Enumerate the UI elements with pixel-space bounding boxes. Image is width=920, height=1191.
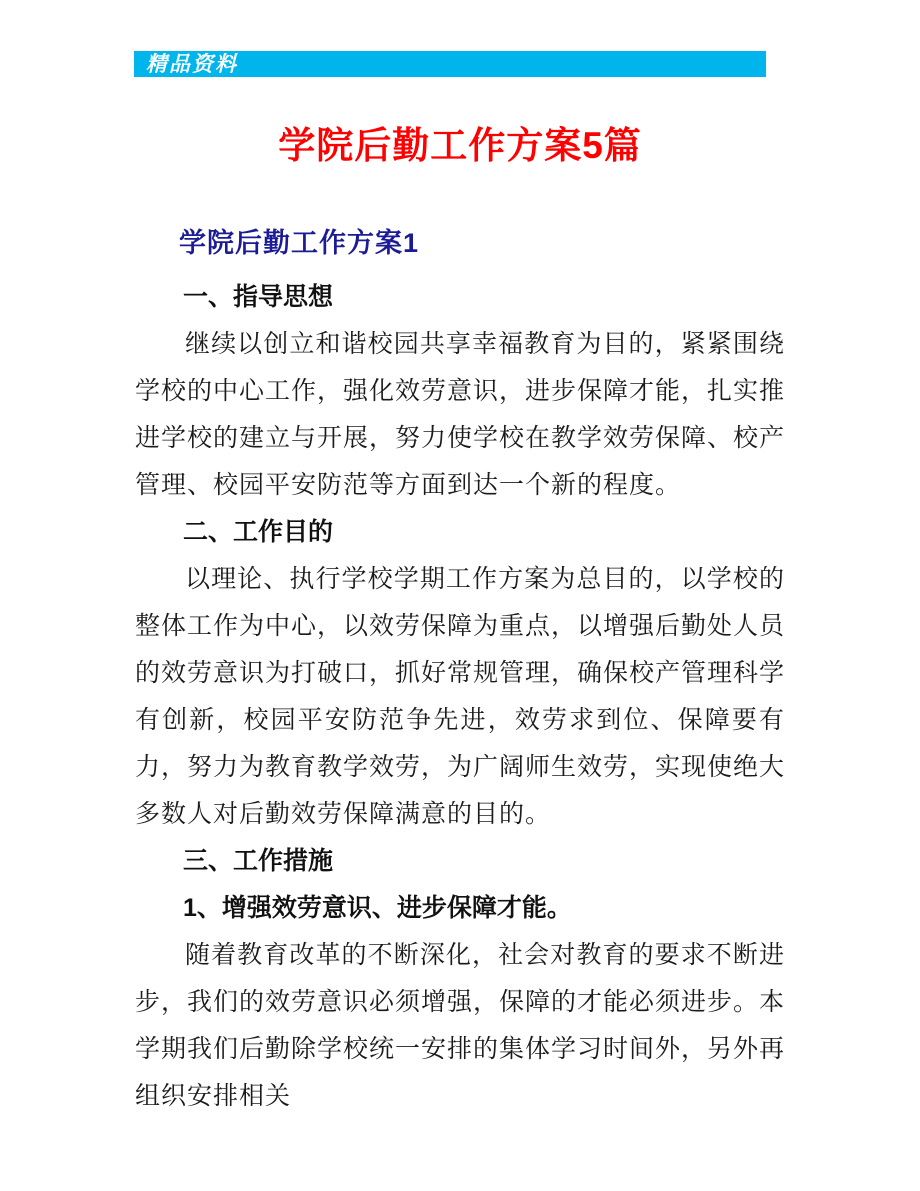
document-content [135,95,785,1120]
paragraph-3: 以理论、执行学校学期工作方案为总目的，以学校的整体工作为中心，以效劳保障为重点，以增强后勤处人员的效劳意识为打破口，抓好常规管理，确保校产管理科学有创新，校园平安防范争先进，效劳求到位、保障要有力，努力为教育教学效劳，为广阔师生效劳，实现使绝大多数人对后勤效劳保障满意的目的。 [135,566,786,828]
paragraph-1: 继续以创立和谐校园共享幸福教育为目的，紧紧围绕学校的中心工作，强化效劳意识，进步保障才能，扎实推进学校的建立与开展，努力使学校在教学效劳保障、校产管理、校园平安防范等方面到达一个新的程度。 [135,331,786,499]
document-title: 学院后勤工作方案5篇 [278,125,642,166]
header-banner [134,51,766,77]
section-heading-4: 三、工作措施 [183,847,334,875]
document-subtitle: 学院后勤工作方案1 [179,228,420,258]
paragraph-6: 随着教育改革的不断深化，社会对教育的要求不断进步，我们的效劳意识必须增强，保障的才能必须进步。本学期我们后勤除学校统一安排的集体学习时间外，另外再组织安排相关 [135,942,786,1110]
section-heading-0: 一、指导思想 [183,283,334,311]
section-heading-2: 二、工作目的 [183,518,334,546]
banner-label: 精品资料 [146,51,238,76]
document-body [135,274,785,1120]
section-heading-5: 1、增强效劳意识、进步保障才能。 [183,894,572,922]
